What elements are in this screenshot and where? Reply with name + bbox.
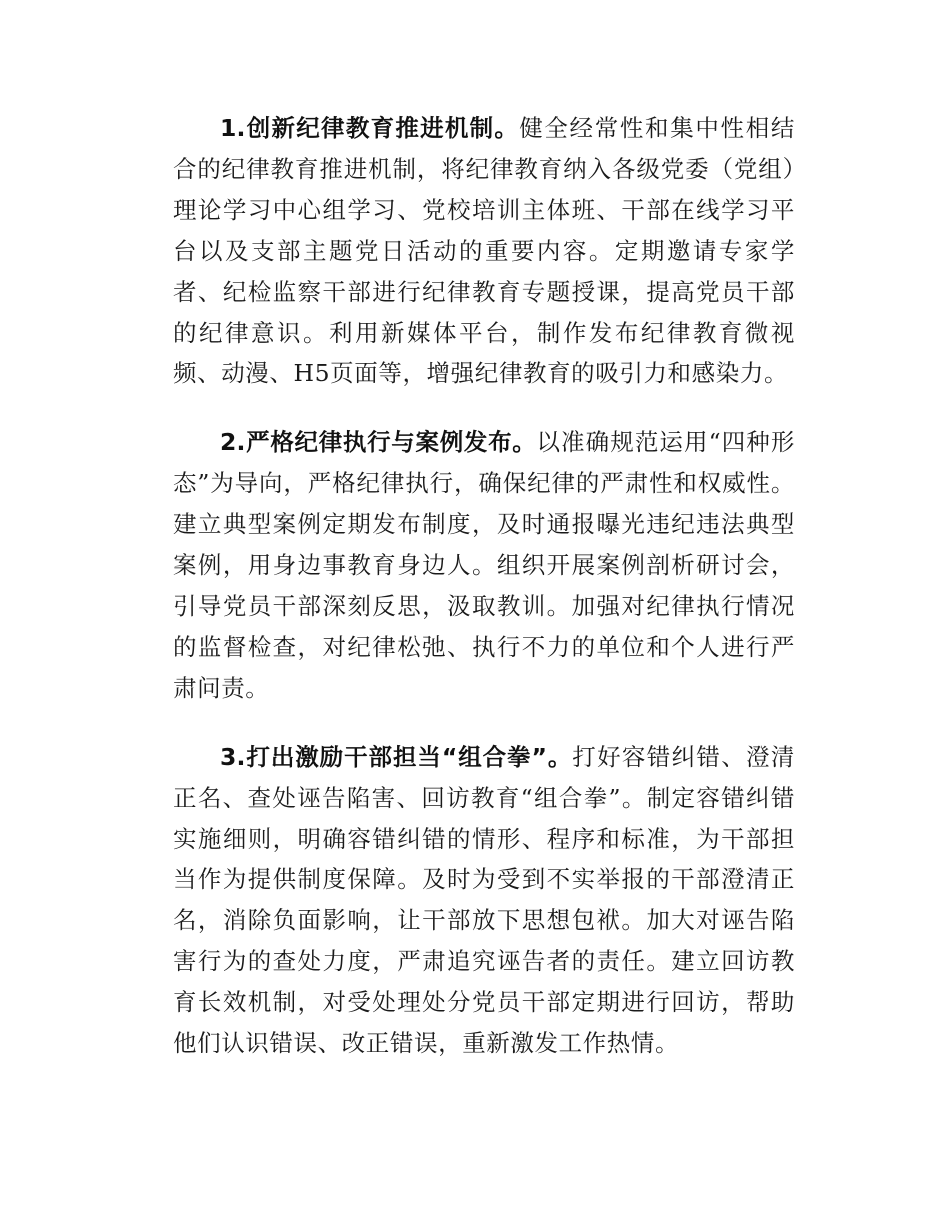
document-body bbox=[173, 108, 795, 1092]
paragraph-3 bbox=[173, 737, 795, 1064]
paragraph-2-heading: 2.严格纪律执行与案例发布。 bbox=[220, 428, 537, 457]
paragraph-3-body: 打好容错纠错、澄清正名、查处诬告陷害、回访教育“组合拳”。制定容错纠错实施细则，明确容错纠错的情形、程序和标准，为干部担当作为提供制度保障。及时为受到不实举报的干部澄清正名，消除负面影响，让干部放下思想包袱。加大对诬告陷害行为的查处力度，严肃追究诬告者的责任。建立回访教育长效机制，对受处理处分党员干部定期进行回访，帮助他们认识错误、改正错误，重新激发工作热情。 bbox=[173, 742, 795, 1058]
paragraph-1-heading: 1.创新纪律教育推进机制。 bbox=[220, 114, 520, 142]
paragraph-2 bbox=[173, 422, 795, 708]
paragraph-2-body: 以准确规范运用“四种形态”为导向，严格纪律执行，确保纪律的严肃性和权威性。建立典型案例定期发布制度，及时通报曝光违纪违法典型案例，用身边事教育身边人。组织开展案例剖析研讨会，引导党员干部深刻反思，汲取教训。加强对纪律执行情况的监督检查，对纪律松弛、执行不力的单位和个人进行严肃问责。 bbox=[173, 428, 795, 702]
paragraph-3-heading: 3.打出激励干部担当“组合拳”。 bbox=[220, 742, 573, 771]
paragraph-1 bbox=[173, 108, 795, 394]
paragraph-1-body: 健全经常性和集中性相结合的纪律教育推进机制，将纪律教育纳入各级党委（党组）理论学习中心组学习、党校培训主体班、干部在线学习平台以及支部主题党日活动的重要内容。定期邀请专家学者、纪检监察干部进行纪律教育专题授课，提高党员干部的纪律意识。利用新媒体平台，制作发布纪律教育微视频、动漫、H5页面等，增强纪律教育的吸引力和感染力。 bbox=[173, 114, 795, 388]
